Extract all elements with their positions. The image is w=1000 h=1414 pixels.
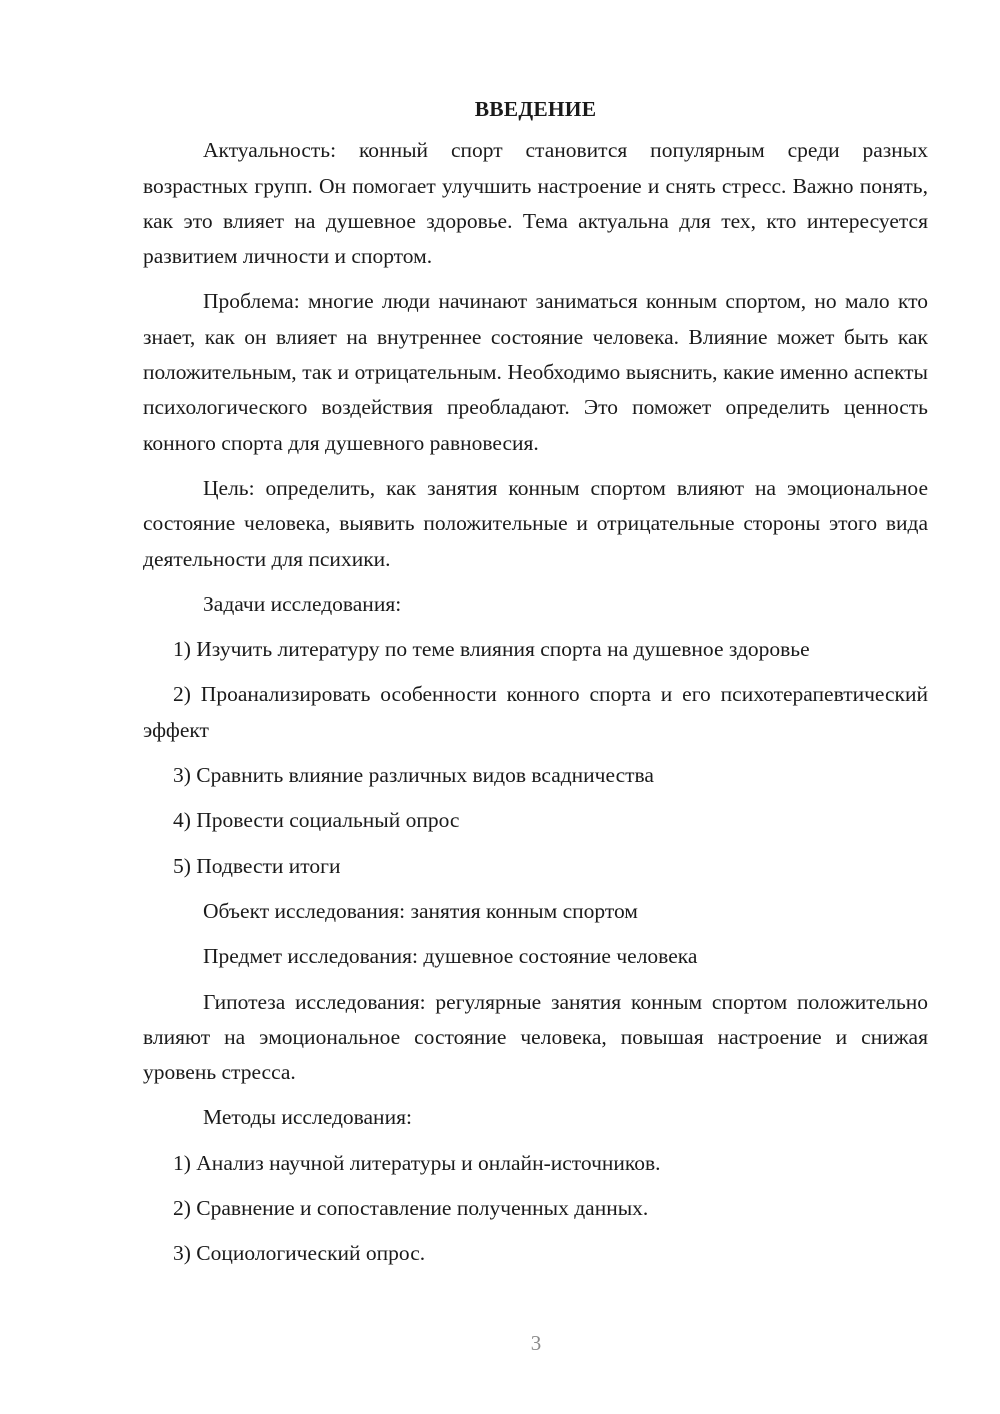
section-heading: ВВЕДЕНИЕ (474, 97, 597, 121)
method-item-1: 1) Анализ научной литературы и онлайн-источников. (173, 1150, 661, 1175)
method-item-2: 2) Сравнение и сопоставление полученных данных. (173, 1196, 649, 1221)
research-object: Объект исследования: занятия конным спортом (203, 898, 638, 923)
relevance-paragraph: Актуальность: конный спорт становится популярным среди разных возрастных групп. Он помогает улучшить настроение и снять стресс. Важно понять, как это влияет на душевное здоровье. Тема актуальна для тех, кто интересуется развитием личности и спортом. (143, 138, 928, 269)
task-item-5: 5) Подвести итоги (173, 853, 341, 878)
problem-paragraph: Проблема: многие люди начинают заниматься конным спортом, но мало кто знает, как он влияет на внутреннее состояние человека. Влияние может быть как положительным, так и отрицательным. Необходимо выяснить, какие именно аспекты психологического воздействия преобладают. Это поможет определить ценность конного спорта для душевного равновесия. (143, 289, 928, 455)
document-page (143, 92, 928, 1282)
methods-title: Методы исследования: (203, 1105, 412, 1130)
hypothesis-paragraph: Гипотеза исследования: регулярные занятия конным спортом положительно влияют на эмоциональное состояние человека, повышая настроение и снижая уровень стресса. (143, 989, 928, 1085)
method-item-3: 3) Социологический опрос. (173, 1241, 426, 1266)
task-item-4: 4) Провести социальный опрос (173, 808, 460, 833)
task-item-3: 3) Сравнить влияние различных видов всадничества (173, 763, 654, 788)
task-item-1: 1) Изучить литературу по теме влияния спорта на душевное здоровье (173, 637, 810, 662)
goal-paragraph: Цель: определить, как занятия конным спортом влияют на эмоциональное состояние человека, выявить положительные и отрицательные стороны этого вида деятельности для психики. (143, 475, 928, 571)
task-item-2: 2) Проанализировать особенности конного спорта и его психотерапевтический эффект (143, 682, 928, 742)
page-number: 3 (530, 1331, 542, 1355)
tasks-title: Задачи исследования: (203, 591, 402, 616)
research-subject: Предмет исследования: душевное состояние человека (203, 944, 698, 969)
